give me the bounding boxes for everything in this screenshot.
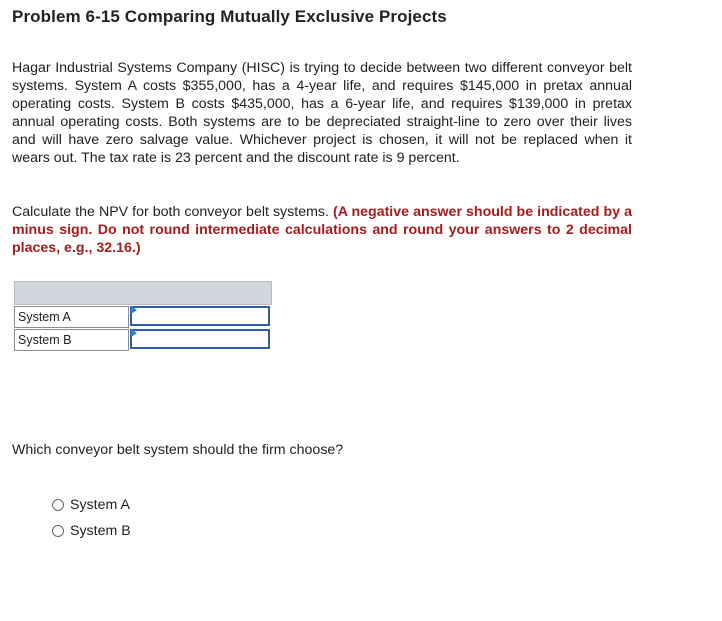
option-system-a[interactable] [52,494,131,516]
npv-answer-table [14,281,272,351]
table-row-system-b [14,329,272,351]
npv-input-system-b[interactable] [130,329,270,349]
row-label-system-b: System B [14,329,129,351]
row-label-system-a: System A [14,306,129,328]
radio-system-b[interactable] [52,525,64,537]
radio-system-a[interactable] [52,499,64,511]
table-row-system-a [14,306,272,328]
option-system-b[interactable] [52,520,131,542]
table-header [14,281,272,305]
input-marker-icon [131,329,137,337]
choice-question: Which conveyor belt system should the firm choose? [12,442,344,458]
option-label-system-b: System B [70,523,131,539]
problem-title: Problem 6-15 Comparing Mutually Exclusive Projects [12,7,447,26]
problem-description: Hagar Industrial Systems Company (HISC) is trying to decide between two different conveyor belt systems. System A costs $355,000, has a 4-year life, and requires $145,000 in pretax annual operating costs. System B costs $435,000, has a 6-year life, and requires $139,000 in pretax annual operating costs. Both systems are to be depreciated straight-line to zero over their lives and will have zero salvage value. Whichever project is chosen, it will not be replaced when it wears out. The tax rate is 23 percent and the discount rate is 9 percent. [12,60,632,166]
answer-instructions: (A negative answer should be indicated by a minus sign. Do not round intermediate calculations and round your answers to 2 decimal places, e.g., 32.16.) [12,204,632,256]
input-marker-icon [131,306,137,314]
calculation-prompt [12,203,632,257]
option-label-system-a: System A [70,497,130,513]
choice-options [52,494,131,546]
npv-input-wrap-system-a [130,306,270,326]
calc-prompt-text: Calculate the NPV for both conveyor belt systems. [12,204,329,220]
npv-input-wrap-system-b [130,329,270,349]
npv-input-system-a[interactable] [130,306,270,326]
